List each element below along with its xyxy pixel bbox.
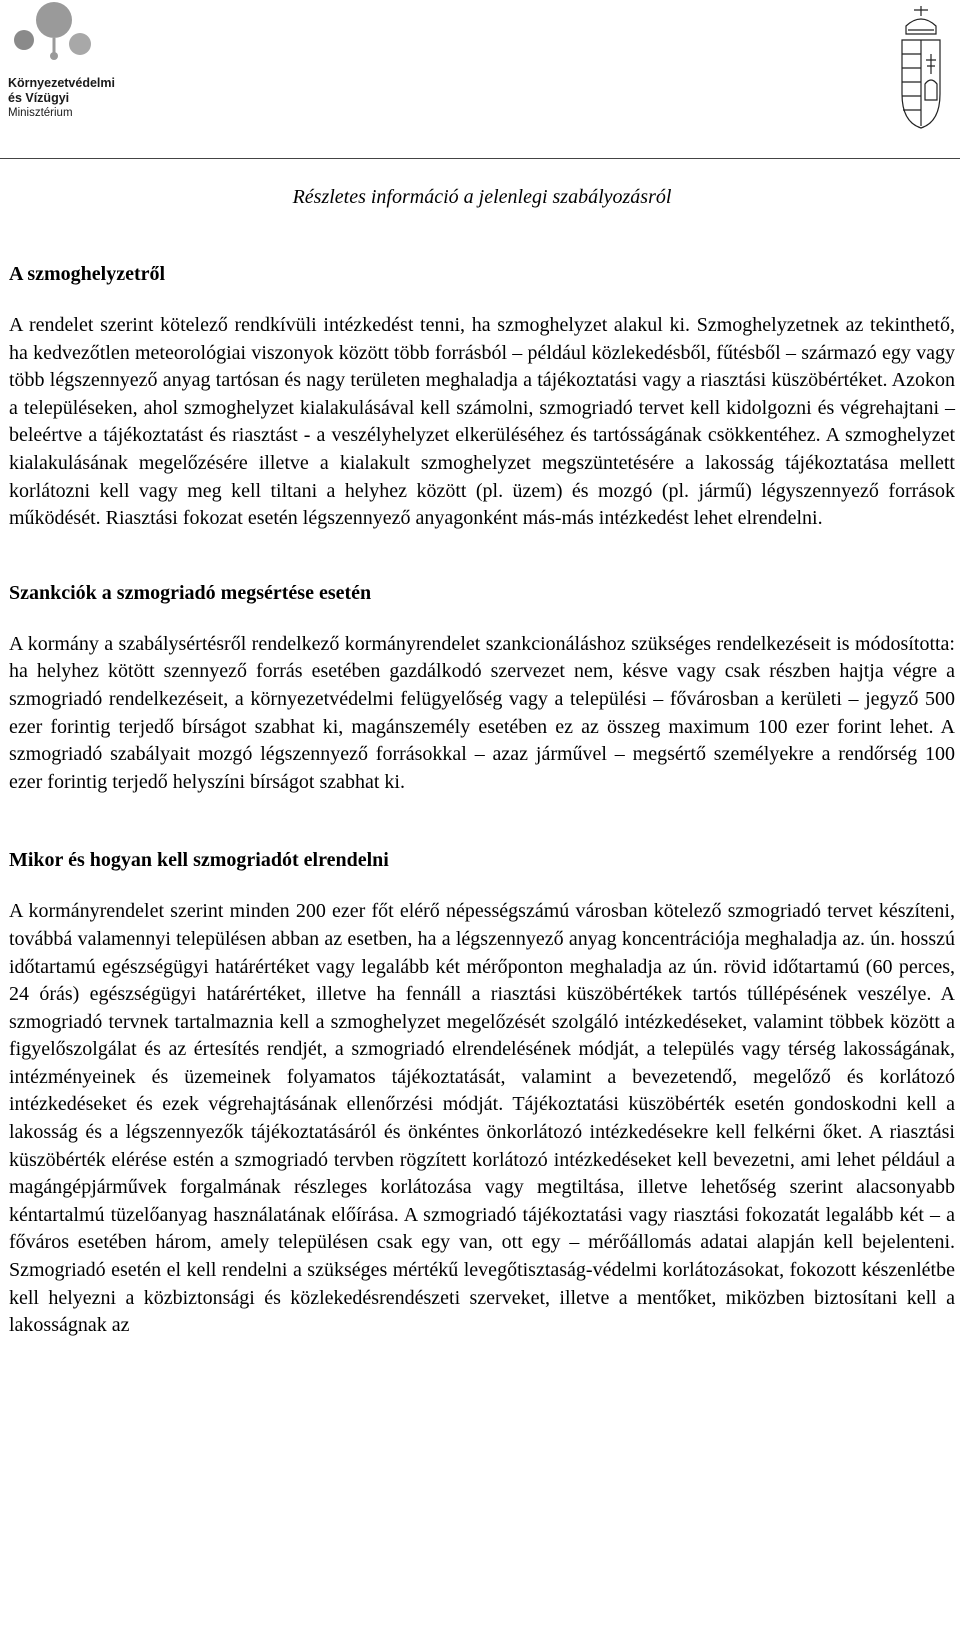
page-header	[0, 0, 960, 160]
section-heading-smog: A szmoghelyzetről	[9, 263, 166, 285]
ministry-name	[8, 76, 115, 121]
section-heading-when-how: Mikor és hogyan kell szmogriadót elrendelni	[9, 849, 389, 872]
section-text-sanctions: A kormány a szabálysértésről rendelkező kormányrendelet szankcionáláshoz szükséges rendelkezéseit is módosította: ha helyhez kötött szennyező forrás esetében gazdálkodó szervezet nem, késve vagy csak részben hajtja végre a szmogriadó rendelkezéseit, a környezetvédelmi felügyelőség vagy a települési – fővárosban a kerületi – jegyző 500 ezer forintig terjedő bírságot szabhat ki, magánszemély esetében ez az összeg maximum 100 ezer forint lehet. A szmogriadó szabályait mozgó légszennyező forrásokkal – azaz járművel – megsértő személyekre a rendőrség 100 ezer forintig terjedő helyszíni bírságot szabhat ki.	[9, 632, 955, 793]
ministry-name-line3: Minisztérium	[8, 107, 73, 119]
ministry-name-line1: Környezetvédelmi	[8, 76, 115, 90]
section-spacer	[9, 796, 955, 848]
section-text-smog: A rendelet szerint kötelező rendkívüli intézkedést tenni, ha szmoghelyzet alakul ki. Szmoghelyzetnek az tekinthető, ha kedvezőtlen meteorológiai viszonyok között több forrásból – például közlekedésből, fűtésből – származó egy vagy több légszennyező anyag tartósan és nagy területen meghaladja a tájékoztatási vagy a riasztási küszöbértéket. Azokon a településeken, ahol szmoghelyzet kialakulásával kell számolni, szmogriadó tervet kell kidolgozni és végrehajtani – beleértve a tájékoztatást és riasztást - a veszélyhelyzet elkerüléséhez és tartósságának csökkentéhez. A szmoghelyzet kialakulásának megelőzésére illetve a kialakult szmoghelyzet megszüntetésére a lakosság tájékoztatása mellett korlátozni kell vagy meg kell tiltani a helyhez között (pl. üzem) és mozgó (pl. jármű) légyszennyező források működését. Riasztási fokozat esetén légszennyező anyagonként más-más intézkedést lehet elrendelni.	[9, 314, 955, 530]
header-divider	[0, 158, 960, 159]
section-heading-sanctions: Szankciók a szmogriadó megsértése esetén	[9, 581, 372, 604]
document-title: Részletes információ a jelenlegi szabályozásról	[292, 186, 672, 208]
section-spacer	[9, 533, 955, 581]
section-text-when-how: A kormányrendelet szerint minden 200 ezer főt elérő népességszámú városban kötelező szmogriadó tervet készíteni, továbbá valamennyi településen abban az esetben, ha a légszennyező anyag koncentrációja meghaladja az. ún. hosszú időtartamú egészségügyi határértéket vagy legalább két mérőponton meghaladja az ún. rövid időtartamú (60 perces, 24 órás) egészségügyi határértéket, illetve ha fennáll a riasztási küszöbértékek tartós túllépésének veszélye. A szmogriadó tervnek tartalmaznia kell a szmoghelyzet megelőzését szolgáló intézkedéseket, valamint többek között a figyelőszolgálat és az értesítés rendjét, a szmogriadó elrendelésének módját, a település vagy térség lakosságának, intézményeinek és üzemeinek folyamatos tájékoztatását, valamint a bevezetendő, megelőző és korlátozó intézkedéseket és ezek végrehajtásának ellenőrzési módját. Tájékoztatási küszöbérték esetén gondoskodni kell a lakosság és a légszennyezők tájékoztatásáról és önkéntes önkorlátozó intézkedésekre kell felkérni őket. A riasztási küszöbérték elérése estén a szmogriadó tervben rögzített korlátozó intézkedéseket kell bevezetni, ami lehet például a magángépjárművek forgalmának részleges korlátozása vagy megtiltása, illetve lehetőség szerint alacsonyabb kéntartalmú tüzelőanyag használatának előírása. A szmogriadó tájékoztatási vagy riasztási fokozatát legalább két – a főváros esetében három, amely településen csak egy van, ott egy – mérőállomás adatai alapján kell bejelenteni. Szmogriadó esetén el kell rendelni a szükséges mértékű levegőtisztaság-védelmi korlátozásokat, fokozott készenlétbe kell helyezni a közbiztonsági és közlekedésrendészeti szerveket, illetve a mentőket, miközben biztosítani kell a lakosságnak az	[9, 900, 955, 1337]
document-body	[9, 185, 955, 1340]
ministry-name-line2: és Vízügyi	[8, 91, 70, 105]
coat-of-arms-icon	[896, 4, 946, 132]
